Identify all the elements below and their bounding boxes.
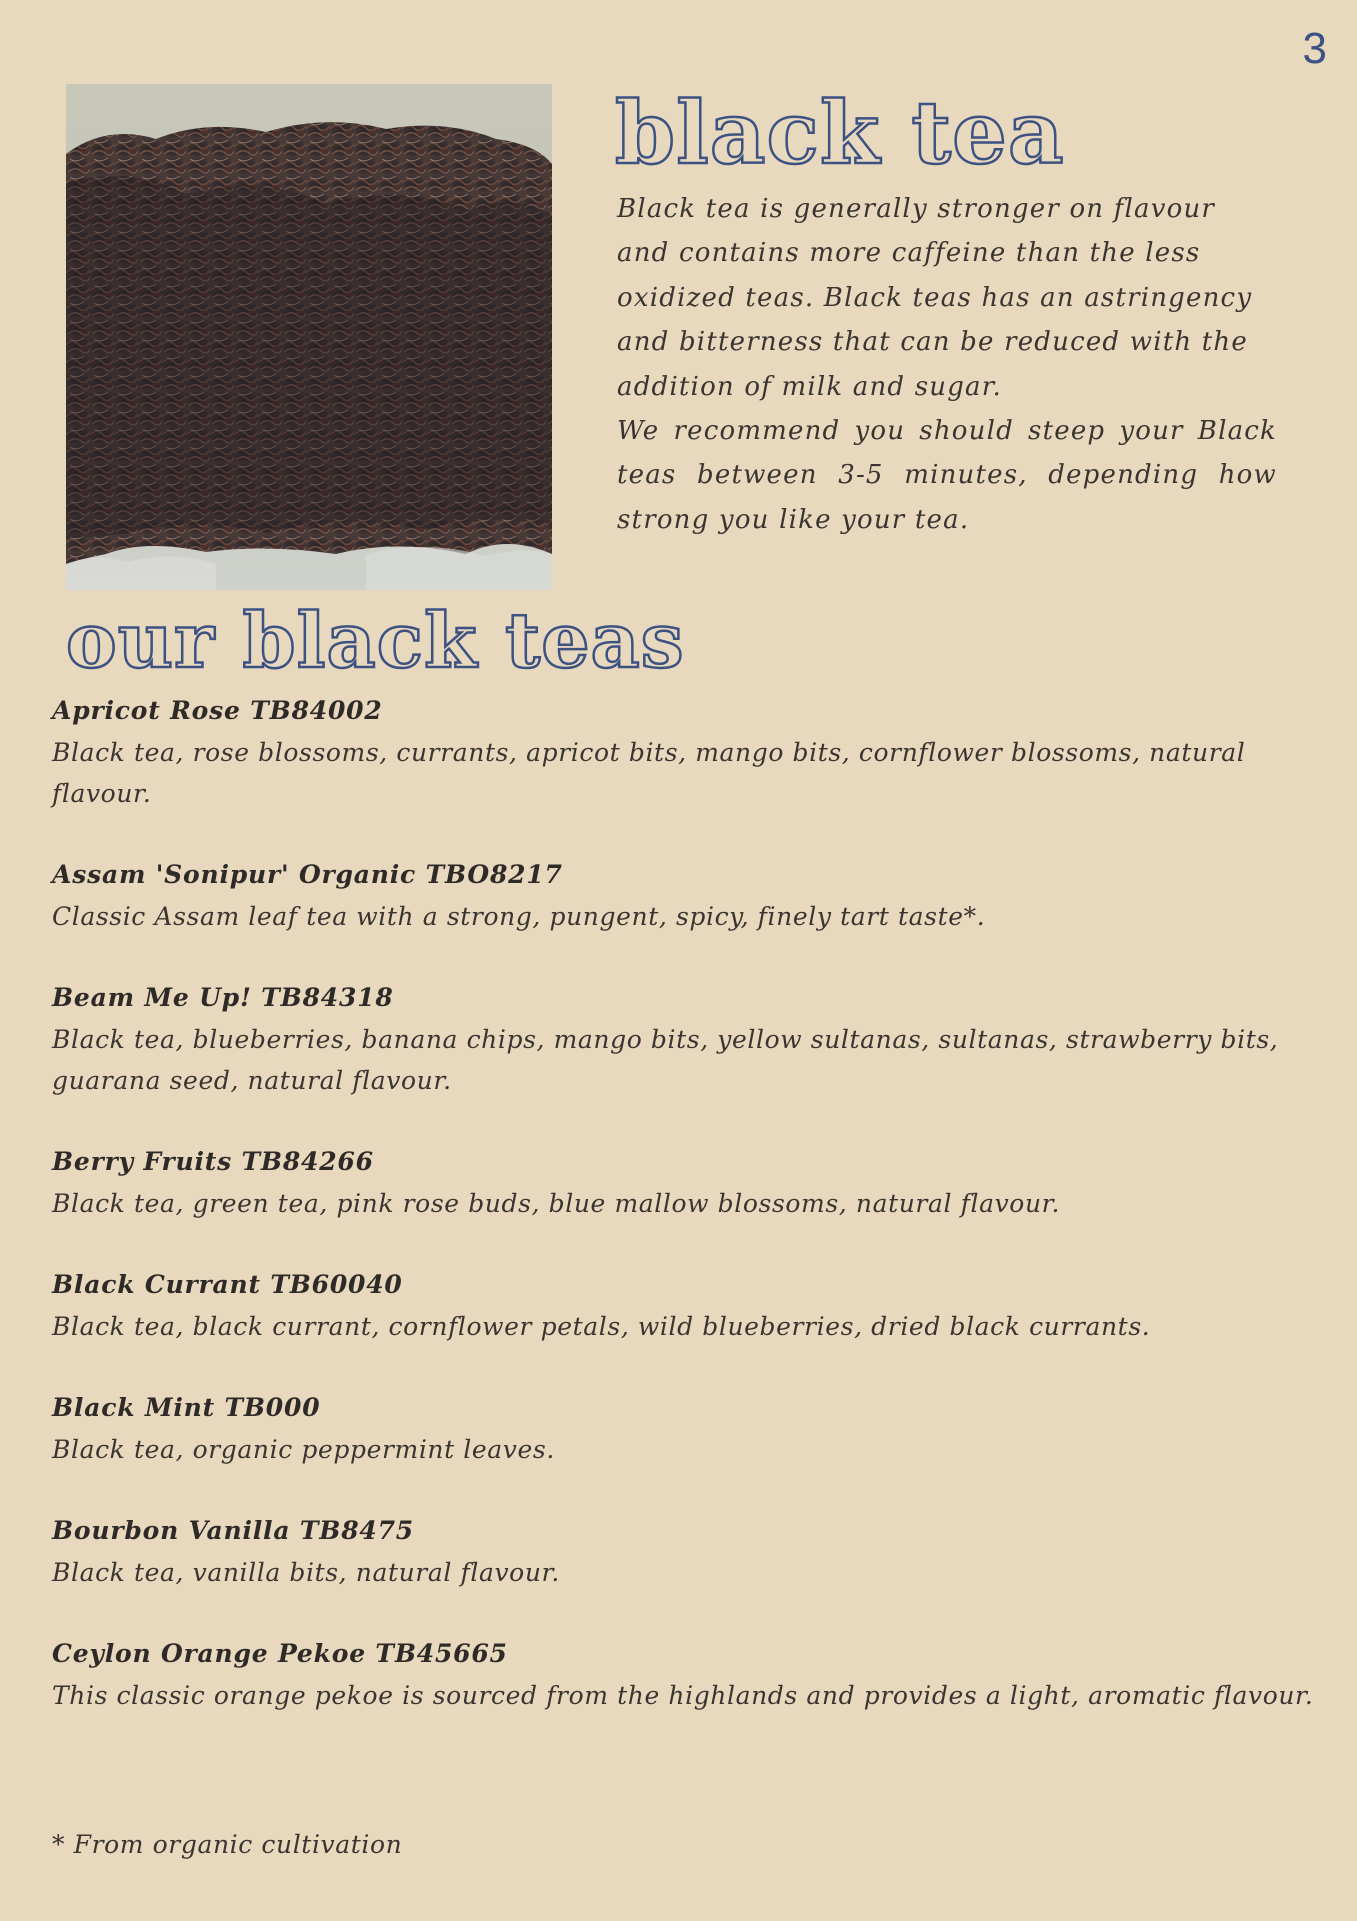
tea-leaves-photo bbox=[66, 84, 552, 590]
tea-description: Black tea, blueberries, banana chips, mango bits, yellow sultanas, sultanas, strawberry bits, guarana seed, natural flavour. bbox=[52, 1025, 1279, 1095]
intro-paragraph: Black tea is generally stronger on flavour and contains more caffeine than the less oxidized teas. Black teas has an astringency and bitterness that can be reduced with the addition of milk and sugar. bbox=[617, 194, 1253, 402]
tea-leaves-image bbox=[66, 84, 552, 590]
tea-item bbox=[52, 854, 1332, 937]
tea-name: Bourbon Vanilla TB8475 bbox=[52, 1516, 414, 1545]
tea-description: Black tea, vanilla bits, natural flavour. bbox=[52, 1558, 560, 1587]
tea-item bbox=[52, 1141, 1332, 1224]
tea-description: Classic Assam leaf tea with a strong, pungent, spicy, finely tart taste*. bbox=[52, 902, 986, 931]
intro-title: black tea bbox=[615, 83, 1065, 184]
tea-description: Black tea, rose blossoms, currants, apricot bits, mango bits, cornflower blossoms, natural flavour. bbox=[52, 738, 1246, 808]
tea-name: Apricot Rose TB84002 bbox=[52, 696, 383, 725]
intro-description bbox=[617, 187, 1277, 542]
tea-name: Ceylon Orange Pekoe TB45665 bbox=[52, 1639, 508, 1668]
section-title: our black teas bbox=[66, 596, 685, 685]
tea-item bbox=[52, 1387, 1332, 1470]
tea-item bbox=[52, 977, 1332, 1101]
tea-item bbox=[52, 1510, 1332, 1593]
steeping-recommendation: We recommend you should steep your Black teas between 3-5 minutes, depending how strong you like your tea. bbox=[617, 416, 1277, 535]
tea-description: Black tea, green tea, pink rose buds, blue mallow blossoms, natural flavour. bbox=[52, 1189, 1061, 1218]
tea-item bbox=[52, 690, 1332, 814]
tea-description: Black tea, organic peppermint leaves. bbox=[52, 1435, 555, 1464]
tea-name: Berry Fruits TB84266 bbox=[52, 1147, 374, 1176]
tea-item bbox=[52, 1264, 1332, 1347]
tea-description: This classic orange pekoe is sourced from the highlands and provides a light, aromatic flavour. bbox=[52, 1681, 1314, 1710]
tea-item bbox=[52, 1633, 1332, 1716]
tea-name: Black Currant TB60040 bbox=[52, 1270, 403, 1299]
tea-name: Assam 'Sonipur' Organic TBO8217 bbox=[52, 860, 563, 889]
tea-description: Black tea, black currant, cornflower petals, wild blueberries, dried black currants. bbox=[52, 1312, 1151, 1341]
tea-list bbox=[52, 690, 1332, 1756]
page-number: 3 bbox=[1302, 24, 1327, 73]
footnote: * From organic cultivation bbox=[52, 1830, 403, 1859]
tea-name: Beam Me Up! TB84318 bbox=[52, 983, 394, 1012]
tea-name: Black Mint TB000 bbox=[52, 1393, 321, 1422]
